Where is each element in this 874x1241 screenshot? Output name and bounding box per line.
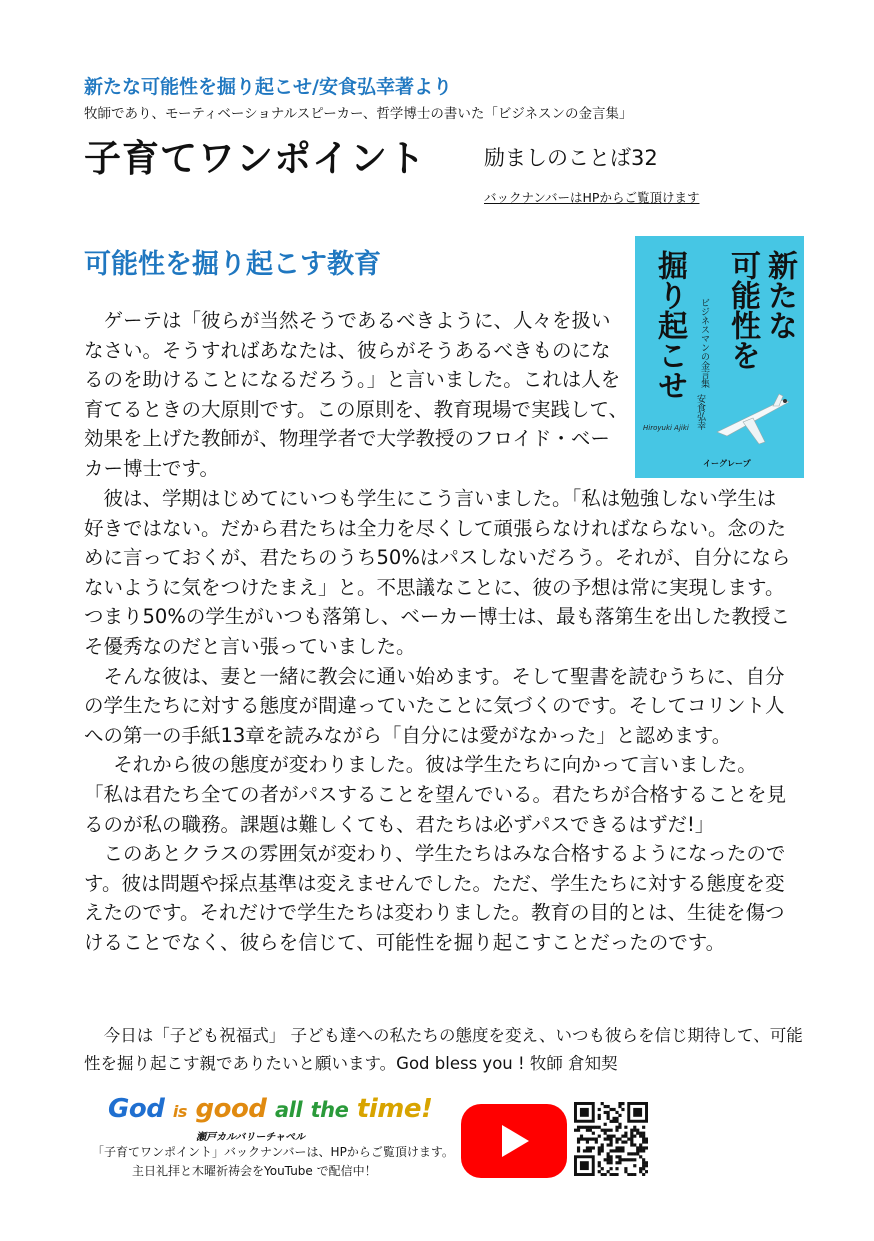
book-title-line1: 新たな — [762, 250, 797, 340]
paragraph-4b: 「私は君たち全ての者がパスすることを望んでいる。君たちが合格することを見るのが私の職務。課題は難しくても、君たちは必ずパスできるはずだ!」 — [84, 782, 787, 836]
book-author-romaji: Hiroyuki Ajiki — [643, 424, 689, 432]
youtube-play-icon[interactable] — [461, 1104, 567, 1178]
back-number-link[interactable]: バックナンバーはHPからご覧頂けます — [484, 190, 700, 205]
qr-code-icon[interactable] — [574, 1102, 648, 1176]
source-description: 牧師であり、モーティベーショナルスピーカー、哲学博士の書いた「ビジネスンの金言集」 — [84, 106, 633, 122]
logo-good: good — [195, 1094, 267, 1124]
article-main-text — [84, 484, 794, 958]
logo-the: the — [310, 1098, 349, 1122]
book-author: 安食弘幸 — [695, 394, 705, 430]
logo-all: all — [274, 1098, 303, 1122]
article-title: 可能性を掘り起こす教育 — [84, 249, 381, 280]
closing-text: 今日は「子ども祝福式」 子ども達への私たちの態度を変え、いつも彼らを信じ期待して、可能性を掘り起こす親でありたいと願います。God bless you ! 牧師 倉知契 — [84, 1026, 803, 1073]
book-title-line2: 可能性を — [725, 250, 760, 370]
series-title: 励ましのことば32 — [484, 146, 658, 170]
book-cover — [635, 236, 804, 478]
book-subtitle: ビジネスマンの金言集 — [699, 298, 709, 388]
airplane-icon — [713, 392, 797, 452]
paragraph-text: ゲーテは「彼らが当然そうであるべきように、人々を扱いなさい。そうすればあなたは、彼らがそうあるべきものになるのを助けることになるだろう。」と言いました。これは人を育てるときの大原則です。この原則を、教育現場で実践して、効果を上げた教師が、物理学者で大学教授のフロイド・ベーカー博士です。 — [84, 309, 629, 480]
paragraph-4a: それから彼の態度が変わりました。彼は学生たちに向かって言いました。 — [113, 753, 757, 777]
footer-note-backnumber: 「子育てワンポイント」バックナンバーは、HPからご覧頂けます。 — [92, 1145, 454, 1159]
article-paragraph-1 — [84, 306, 629, 484]
paragraph-2: 彼は、学期はじめてにいつも学生にこう言いました。「私は勉強しない学生は好きではない。だから君たちは全力を尽くして頑張らなければならない。念のために言っておくが、君たちのうち50%はパスしないだろう。それが、自分にならないように気をつけたまえ」と。不思議なことに、彼の予想は常に実現します。つまり50%の学生がいつも落第し、ベーカー博士は、最も落第生を出した教授こそ優秀なのだと言い張っていました。 — [84, 487, 791, 658]
source-heading: 新たな可能性を掘り起こせ/安食弘幸著より — [84, 76, 452, 98]
book-publisher: イーグレープ — [703, 459, 751, 468]
logo-god: God — [108, 1094, 165, 1124]
footer-note-youtube: 主日礼拝と木曜祈祷会をYouTube で配信中！ — [132, 1164, 377, 1178]
paragraph-5: このあとクラスの雰囲気が変わり、学生たちはみな合格するようになったのです。彼は問題や採点基準は変えませんでした。ただ、学生たちに対する態度を変えたのです。それだけで学生たちは変わりました。教育の目的とは、生徒を傷つけることでなく、彼らを信じて、可能性を掘り起こすことだったのです。 — [84, 842, 786, 954]
brand-title: 子育てワンポイント — [84, 137, 426, 180]
logo-is: is — [172, 1102, 187, 1121]
closing-message — [84, 1022, 804, 1078]
book-title-line3: 掘り起こせ — [652, 250, 687, 400]
logo-time: time! — [356, 1094, 433, 1124]
church-name: 瀬戸カルバリーチャペル — [196, 1132, 305, 1143]
paragraph-3: そんな彼は、妻と一緒に教会に通い始めます。そして聖書を読むうちに、自分の学生たちに対する態度が間違っていたことに気づくのです。そしてコリント人への第一の手紙13章を読みながら「自分には愛がなかった」と認めます。 — [84, 664, 785, 747]
